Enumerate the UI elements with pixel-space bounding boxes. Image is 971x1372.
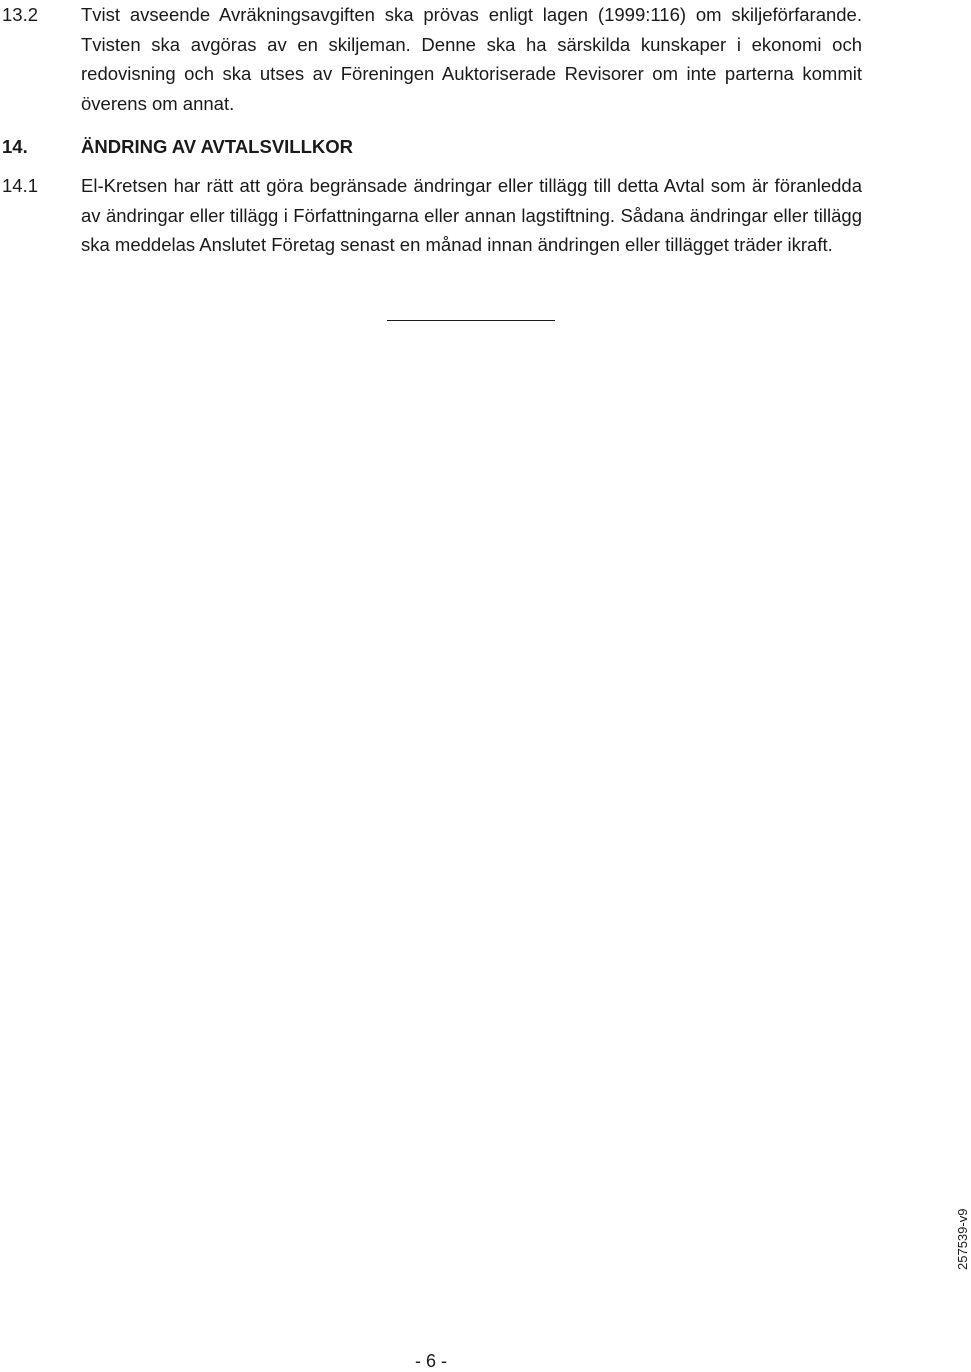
- page-number: - 6 -: [414, 1351, 447, 1371]
- section-title: ÄNDRING AV AVTALSVILLKOR: [81, 136, 354, 157]
- clause-number: 14.1: [2, 175, 39, 196]
- clause-text: Tvist avseende Avräkningsavgiften ska prövas enligt lagen (1999:116) om skiljeförfarande. Tvisten ska avgöras av en skiljeman. Denne ska ha särskilda kunskaper i ekonomi och redovisning och ska utses av Föreningen Auktoriserade Revisorer om inte parterna kommit överens om annat.: [81, 4, 862, 114]
- clause-number: 13.2: [2, 4, 39, 25]
- section-number: 14.: [2, 136, 28, 157]
- document-id: 257539-v9: [955, 1208, 970, 1270]
- end-of-document-rule: [387, 320, 555, 321]
- clause-text: El-Kretsen har rätt att göra begränsade ändringar eller tillägg till detta Avtal som är föranledda av ändringar eller tillägg i Författningarna eller annan lagstiftning. Sådana ändringar eller tillägg ska meddelas Anslutet Företag senast en månad innan ändringen eller tillägget träder ikraft.: [81, 175, 862, 255]
